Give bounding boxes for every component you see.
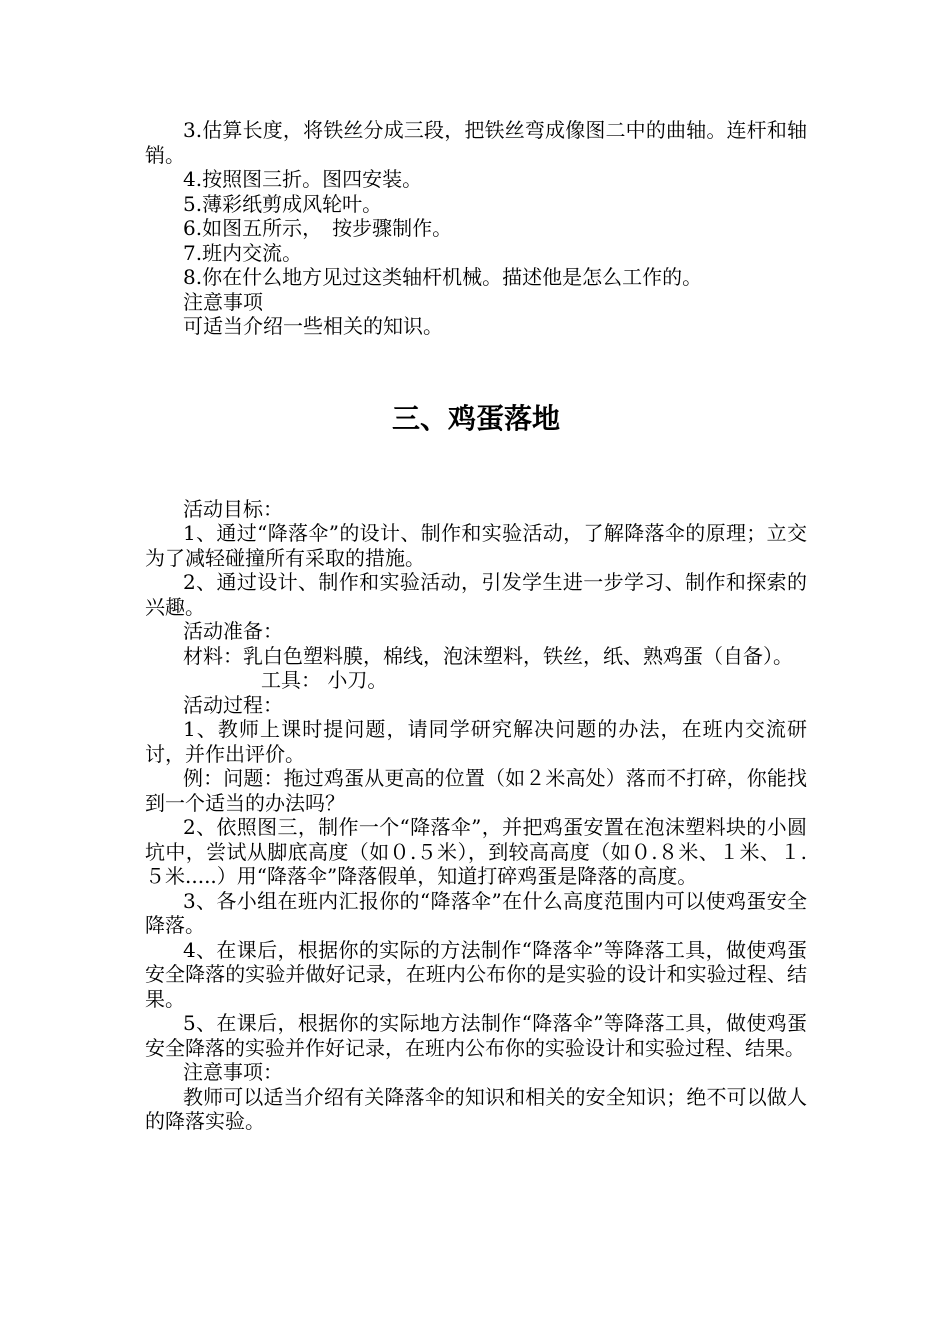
notes-heading-prev: 注意事项 xyxy=(183,289,263,314)
tools-line: 工具： 小刀。 xyxy=(261,668,388,692)
goal-1: 1、通过“降落伞”的设计、制作和实验活动，了解降落伞的原理；立交为了减轻碰撞所有采取的措施。 xyxy=(145,521,807,570)
notes-text-prev: 可适当介绍一些相关的知识。 xyxy=(183,314,443,338)
paragraph-step-5: 5.薄彩纸剪成风轮叶。 xyxy=(183,191,383,216)
paragraph-step-8: 8.你在什么地方见过这类轴杆机械。描述他是怎么工作的。 xyxy=(183,265,703,289)
section-title: 三、鸡蛋落地 xyxy=(391,401,560,435)
materials-line: 材料：乳白色塑料膜，棉线，泡沫塑料，铁丝，纸、熟鸡蛋（自备）。 xyxy=(183,643,793,668)
goal-2: 2、通过设计、制作和实验活动，引发学生进一步学习、制作和探索的兴趣。 xyxy=(145,570,807,619)
process-step-3: 3、各小组在班内汇报你的“降落伞”在什么高度范围内可以使鸡蛋安全降落。 xyxy=(145,888,807,937)
paragraph-step-4: 4.按照图三折。图四安装。 xyxy=(183,167,423,191)
document-body xyxy=(145,118,807,1134)
process-step-4: 4、在课后，根据你的实际的方法制作“降落伞”等降落工具，做使鸡蛋安全降落的实验并做好记录，在班内公布你的是实验的设计和实验过程、结果。 xyxy=(145,937,807,1011)
process-step-1: 1、教师上课时提问题，请同学研究解决问题的办法，在班内交流研讨，并作出评价。 xyxy=(145,717,807,766)
goal-heading: 活动目标： xyxy=(183,496,283,521)
paragraph-step-3: 3.估算长度，将铁丝分成三段，把铁丝弯成像图二中的曲轴。连杆和轴销。 xyxy=(145,118,807,167)
paragraph-step-6: 6.如图五所示， 按步骤制作。 xyxy=(183,216,453,240)
notes-text: 教师可以适当介绍有关降落伞的知识和相关的安全知识；绝不可以做人的降落实验。 xyxy=(145,1084,807,1133)
prep-heading: 活动准备： xyxy=(183,619,283,643)
process-example: 例：问题：拖过鸡蛋从更高的位置（如２米高处）落而不打碎，你能找到一个适当的办法吗？ xyxy=(145,766,807,815)
notes-heading: 注意事项： xyxy=(183,1060,283,1084)
paragraph-step-7: 7.班内交流。 xyxy=(183,240,303,265)
process-step-2: 2、依照图三，制作一个“降落伞”，并把鸡蛋安置在泡沫塑料块的小圆坑中，尝试从脚底高度（如０.５米），到较高高度（如０.８米、１米、１.５米.....）用“降落伞”降落假单，知道打碎鸡蛋是降落的高度。 xyxy=(145,815,807,888)
process-step-5: 5、在课后，根据你的实际地方法制作“降落伞”等降落工具，做使鸡蛋安全降落的实验并作好记录，在班内公布你的实验设计和实验过程、结果。 xyxy=(145,1011,807,1060)
process-heading: 活动过程： xyxy=(183,692,283,717)
